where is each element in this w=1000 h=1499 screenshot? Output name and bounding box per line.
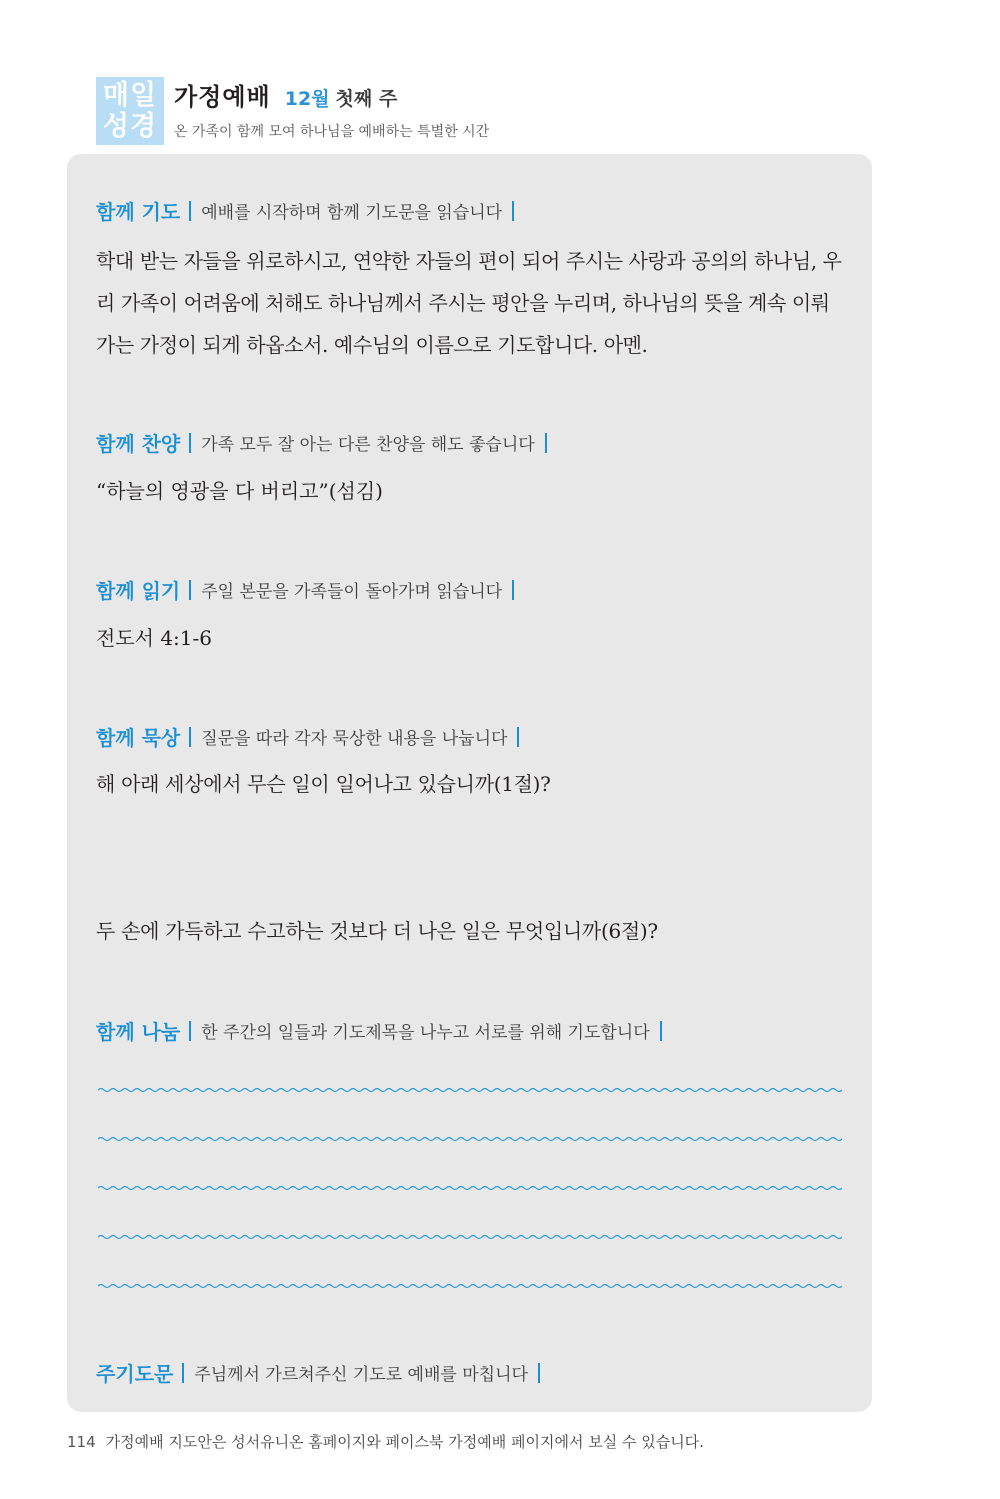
section-label-prayer: 함께 기도 [96,200,181,224]
divider-bar [182,1363,184,1383]
writing-line[interactable] [98,1085,842,1095]
divider-bar [189,201,191,221]
section-head-meditation [96,722,519,751]
writing-line[interactable] [98,1281,842,1291]
title-week: 첫째 주 [335,88,398,110]
page-footer [67,1431,704,1452]
writing-line[interactable] [98,1134,842,1144]
section-desc-sharing: 한 주간의 일들과 기도제목을 나누고 서로를 위해 기도합니다 [201,1023,650,1043]
page-header [174,77,397,112]
logo-text-bottom: 성경 [102,111,158,142]
writing-line[interactable] [98,1183,842,1193]
prayer-text: 학대 받는 자들을 위로하시고, 연약한 자들의 편이 되어 주시는 사랑과 공의의 하나님, 우리 가족이 어려움에 처해도 하나님께서 주시는 평안을 누리며, 하나님의 뜻을 계속 이뤄 가는 가정이 되게 하옵소서. 예수님의 이름으로 기도합니다. 아멘. [96,249,842,357]
section-desc-lords-prayer: 주님께서 가르쳐주신 기도로 예배를 마칩니다 [194,1365,528,1385]
page-title: 가정예배 [174,83,271,111]
section-desc-meditation: 질문을 따라 각자 묵상한 내용을 나눕니다 [201,729,508,749]
divider-bar [660,1021,662,1041]
section-desc-reading: 주일 본문을 가족들이 돌아가며 읽습니다 [201,582,503,602]
divider-bar [189,580,191,600]
logo-text-top: 매일 [102,80,158,111]
writing-line[interactable] [98,1232,842,1242]
divider-bar [189,1021,191,1041]
title-month: 12월 [284,88,330,110]
section-head-praise [96,428,547,457]
section-desc-prayer: 예배를 시작하며 함께 기도문을 읽습니다 [201,203,503,223]
divider-bar [517,727,519,747]
divider-bar [189,433,191,453]
section-label-meditation: 함께 묵상 [96,726,181,750]
section-head-sharing [96,1016,662,1045]
footer-note: 가정예배 지도안은 성서유니온 홈페이지와 페이스북 가정예배 페이지에서 보실 수 있습니다. [105,1433,704,1451]
meditation-question-2: 두 손에 가득하고 수고하는 것보다 더 나은 일은 무엇입니까(6절)? [96,919,658,943]
magazine-logo [96,77,164,145]
reading-text: 전도서 4:1-6 [96,626,212,650]
page-subtitle: 온 가족이 함께 모여 하나님을 예배하는 특별한 시간 [174,124,490,140]
section-label-sharing: 함께 나눔 [96,1020,181,1044]
divider-bar [189,727,191,747]
divider-bar [512,580,514,600]
page-number: 114 [67,1433,96,1451]
section-head-reading [96,575,514,604]
section-head-lords-prayer [96,1358,540,1387]
divider-bar [512,201,514,221]
divider-bar [545,433,547,453]
section-label-lords-prayer: 주기도문 [96,1362,174,1386]
praise-text: “하늘의 영광을 다 버리고”(섬김) [96,479,383,503]
section-label-reading: 함께 읽기 [96,579,181,603]
meditation-question-1: 해 아래 세상에서 무슨 일이 일어나고 있습니까(1절)? [96,772,551,796]
divider-bar [538,1363,540,1383]
section-desc-praise: 가족 모두 잘 아는 다른 찬양을 해도 좋습니다 [201,435,535,455]
section-head-prayer [96,196,514,225]
section-label-praise: 함께 찬양 [96,432,181,456]
